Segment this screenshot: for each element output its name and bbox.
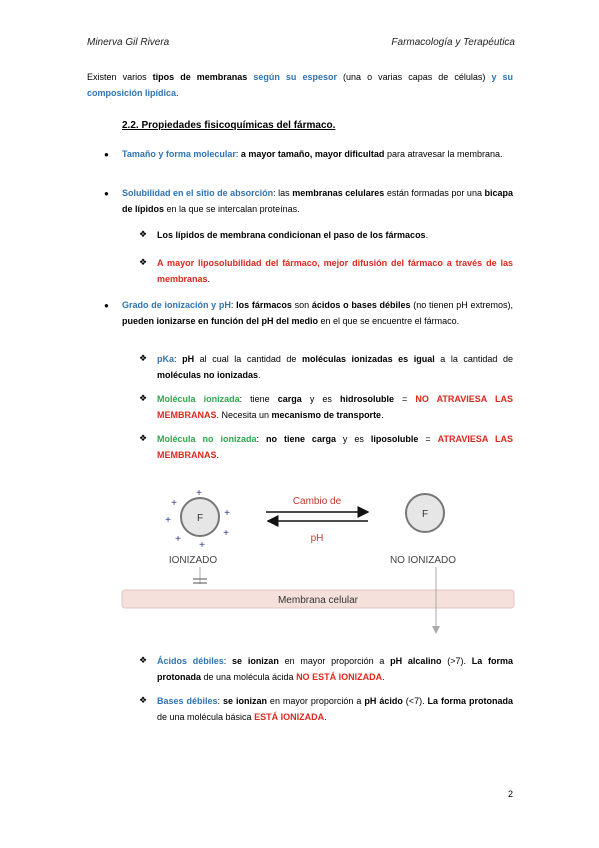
text-run: Molécula no ionizada	[157, 434, 257, 444]
text-run: están formadas por una	[384, 188, 485, 198]
text-run: según su espesor	[253, 72, 337, 82]
text-run: (no tienen pH extremos),	[410, 300, 514, 310]
text-run: NO ATRAVIESA LAS MEMBRANAS	[157, 394, 513, 420]
text-run: pH ácido	[364, 696, 403, 706]
text-run: A mayor liposolubilidad del fármaco, mejor difusión del fármaco a través de las membranas	[157, 258, 513, 284]
text-run: ESTÁ IONIZADA	[254, 712, 325, 722]
plus-sign: +	[199, 540, 205, 551]
text-run: a mayor tamaño, mayor dificultad	[240, 149, 385, 159]
text-run: ATRAVIESA LAS MEMBRANAS	[157, 434, 513, 460]
text-run: .	[382, 672, 385, 682]
text-run: .	[258, 370, 261, 380]
arrow-bottom-label: pH	[310, 533, 324, 544]
plus-sign: +	[165, 515, 171, 526]
ionized-label: IONIZADO	[168, 555, 218, 566]
text-run: a la cantidad de	[434, 354, 513, 364]
membrane-label: Membrana celular	[277, 595, 359, 606]
text-run: NO ESTÁ IONIZADA	[296, 672, 383, 682]
text-run: no tiene carga	[265, 434, 336, 444]
text-run: .	[216, 450, 220, 460]
text-run: .	[324, 712, 327, 722]
sub-weak-acids	[157, 653, 513, 685]
arrow-top-label: Cambio de	[292, 496, 342, 507]
text-run: La forma protonada	[157, 656, 513, 682]
text-run: :	[217, 696, 223, 706]
text-run: .	[176, 88, 179, 98]
text-run: se ionizan	[232, 656, 279, 666]
text-run: La forma protonada	[427, 696, 513, 706]
text-run: en mayor proporción a	[278, 656, 391, 666]
text-run: mecanismo de transporte	[271, 410, 382, 420]
bullet-icon: ●	[104, 301, 109, 310]
text-run: hidrosoluble	[339, 394, 394, 404]
diamond-bullet-icon: ❖	[139, 655, 148, 665]
text-run: =	[393, 394, 416, 404]
plus-sign: +	[171, 498, 177, 509]
plus-sign: +	[223, 528, 229, 539]
bullet-icon: ●	[104, 150, 109, 159]
page-number: 2	[508, 789, 514, 799]
text-run: (una o varias capas de células)	[336, 72, 492, 82]
text-run: en la que se intercalan proteínas.	[164, 204, 300, 214]
text-run: los fármacos	[236, 300, 292, 310]
text-run: tipos de membranas	[152, 72, 248, 82]
text-run: :	[230, 300, 237, 310]
text-run: bicapa de lípidos	[122, 188, 513, 214]
diamond-bullet-icon: ❖	[139, 433, 148, 443]
text-run: Solubilidad en el sitio de absorción	[122, 188, 274, 198]
text-run: al cual la cantidad de	[194, 354, 302, 364]
diamond-bullet-icon: ❖	[139, 695, 148, 705]
text-run: para atravesar la membrana.	[384, 149, 503, 159]
plus-sign: +	[224, 508, 230, 519]
text-run: y su composición lipídica	[87, 72, 513, 98]
text-run: Existen varios	[87, 72, 153, 82]
text-run: liposoluble	[370, 434, 419, 444]
section-title: 2.2. Propiedades fisicoquímicas del fármaco.	[122, 120, 336, 131]
diamond-bullet-icon: ❖	[139, 353, 148, 363]
text-run: Bases débiles	[157, 696, 218, 706]
diamond-bullet-icon: ❖	[139, 257, 148, 267]
text-run: carga	[277, 394, 302, 404]
text-run: en mayor proporción a	[266, 696, 365, 706]
text-run: pH alcalino	[390, 656, 442, 666]
text-run: :	[235, 149, 241, 159]
diamond-bullet-icon: ❖	[139, 229, 148, 239]
text-run: :	[223, 656, 233, 666]
text-run: y es	[301, 394, 340, 404]
text-run: (>7).	[441, 656, 472, 666]
text-run: y es	[335, 434, 371, 444]
text-run: moléculas ionizadas es igual	[301, 354, 435, 364]
text-run: : las	[273, 188, 293, 198]
text-run: moléculas no ionizadas	[157, 370, 259, 380]
text-run: Los lípidos de membrana condicionan el paso de los fármacos	[157, 230, 426, 240]
diamond-bullet-icon: ❖	[139, 393, 148, 403]
text-run: =	[418, 434, 438, 444]
plus-sign: +	[175, 534, 181, 545]
text-run: Grado de ionización y pH	[122, 300, 231, 310]
text-run: Ácidos débiles	[157, 656, 224, 666]
text-run: (<7).	[402, 696, 428, 706]
text-run: pKa	[157, 354, 175, 364]
sub-weak-bases	[157, 693, 513, 725]
text-run: :	[174, 354, 183, 364]
text-run: .	[425, 230, 429, 240]
text-run: : tiene	[239, 394, 278, 404]
text-run: pueden ionizarse en función del pH del medio	[122, 316, 319, 326]
text-run: de una molécula ácida	[201, 672, 297, 682]
text-run: en el que se encuentre el fármaco.	[318, 316, 460, 326]
plus-sign: +	[196, 488, 202, 499]
text-run: .	[381, 410, 384, 420]
header-author: Minerva Gil Rivera	[87, 37, 170, 48]
text-run: pH	[182, 354, 195, 364]
text-run: Tamaño y forma molecular	[122, 149, 236, 159]
header-subject: Farmacología y Terapéutica	[391, 37, 515, 48]
molecule-letter: F	[421, 509, 429, 520]
bullet-icon: ●	[104, 189, 109, 198]
non-ionized-label: NO IONIZADO	[389, 555, 457, 566]
text-run: Molécula ionizada	[157, 394, 240, 404]
molecule-letter: F	[196, 513, 204, 524]
text-run: :	[256, 434, 266, 444]
text-run: son	[291, 300, 312, 310]
text-run: de una molécula básica	[157, 712, 255, 722]
text-run: ácidos o bases débiles	[311, 300, 411, 310]
text-run: .	[207, 274, 211, 284]
text-run: se ionizan	[222, 696, 267, 706]
text-run: . Necesita un	[216, 410, 272, 420]
text-run: membranas celulares	[292, 188, 385, 198]
